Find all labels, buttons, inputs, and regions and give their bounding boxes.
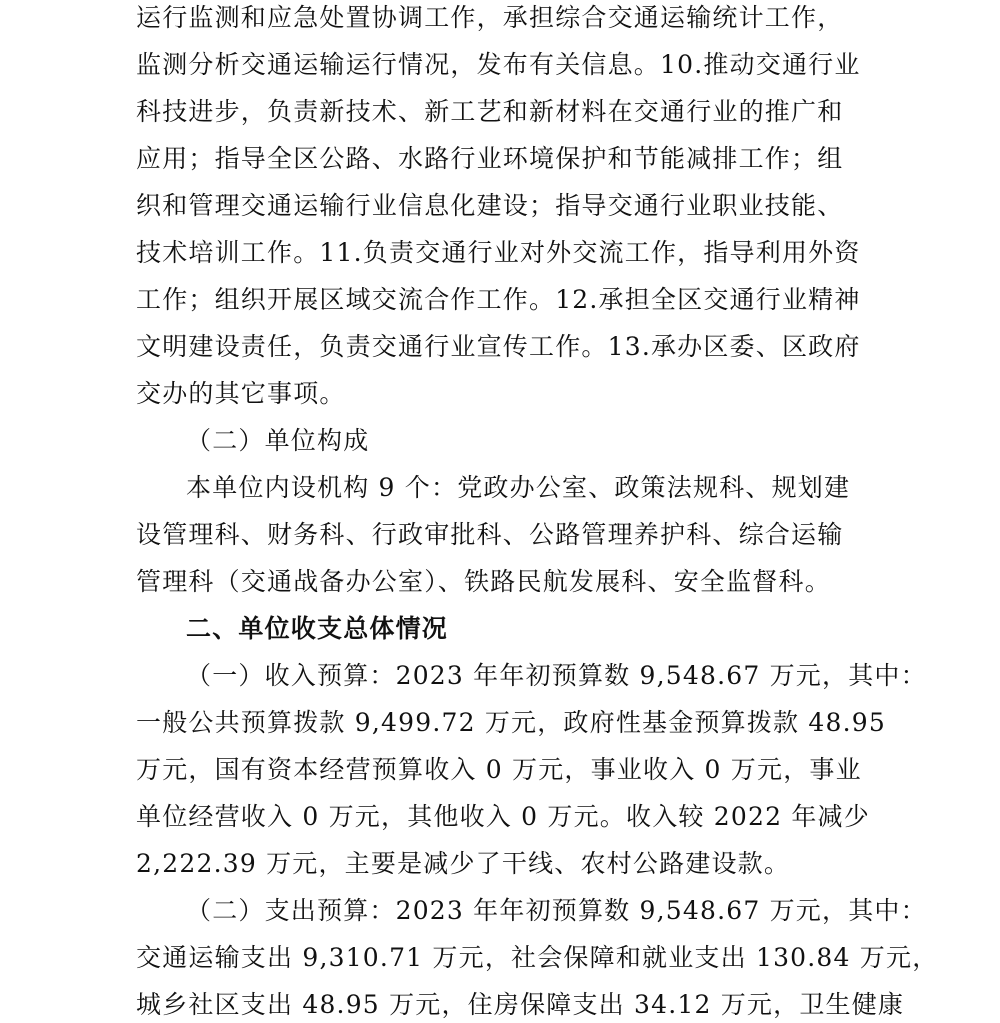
income-line-4: 单位经营收入 0 万元，其他收入 0 万元。收入较 2022 年减少 bbox=[136, 802, 870, 831]
income-line-5: 2,222.39 万元，主要是减少了干线、农村公路建设款。 bbox=[136, 849, 791, 878]
income-line-2: 一般公共预算拨款 9,499.72 万元，政府性基金预算拨款 48.95 bbox=[136, 708, 886, 737]
section-heading-income-expense: 二、单位收支总体情况 bbox=[186, 614, 449, 643]
body-line-5: 织和管理交通运输行业信息化建设；指导交通行业职业技能、 bbox=[136, 191, 844, 220]
body-line-2: 监测分析交通运输运行情况，发布有关信息。10.推动交通行业 bbox=[136, 50, 861, 79]
body-line-3: 科技进步，负责新技术、新工艺和新材料在交通行业的推广和 bbox=[136, 97, 844, 126]
body-line-7: 工作；组织开展区域交流合作工作。12.承担全区交通行业精神 bbox=[136, 285, 861, 314]
subheading-unit-composition: （二）单位构成 bbox=[186, 426, 370, 455]
expense-line-1: （二）支出预算：2023 年年初预算数 9,548.67 万元，其中： bbox=[186, 896, 927, 925]
composition-line-3: 管理科（交通战备办公室）、铁路民航发展科、安全监督科。 bbox=[136, 567, 831, 596]
composition-line-2: 设管理科、财务科、行政审批科、公路管理养护科、综合运输 bbox=[136, 520, 844, 549]
composition-line-1: 本单位内设机构 9 个：党政办公室、政策法规科、规划建 bbox=[186, 473, 851, 502]
body-line-1: 运行监测和应急处置协调工作，承担综合交通运输统计工作， bbox=[136, 3, 844, 32]
body-line-6: 技术培训工作。11.负责交通行业对外交流工作，指导利用外资 bbox=[136, 238, 861, 267]
body-line-8: 文明建设责任，负责交通行业宣传工作。13.承办区委、区政府 bbox=[136, 332, 861, 361]
income-line-3: 万元，国有资本经营预算收入 0 万元，事业收入 0 万元，事业 bbox=[136, 755, 862, 784]
body-line-4: 应用；指导全区公路、水路行业环境保护和节能减排工作；组 bbox=[136, 144, 844, 173]
expense-line-3: 城乡社区支出 48.95 万元，住房保障支出 34.12 万元，卫生健康 bbox=[136, 990, 905, 1019]
income-line-1: （一）收入预算：2023 年年初预算数 9,548.67 万元，其中： bbox=[186, 661, 927, 690]
expense-line-2: 交通运输支出 9,310.71 万元，社会保障和就业支出 130.84 万元， bbox=[136, 943, 939, 972]
body-line-9: 交办的其它事项。 bbox=[136, 379, 346, 408]
